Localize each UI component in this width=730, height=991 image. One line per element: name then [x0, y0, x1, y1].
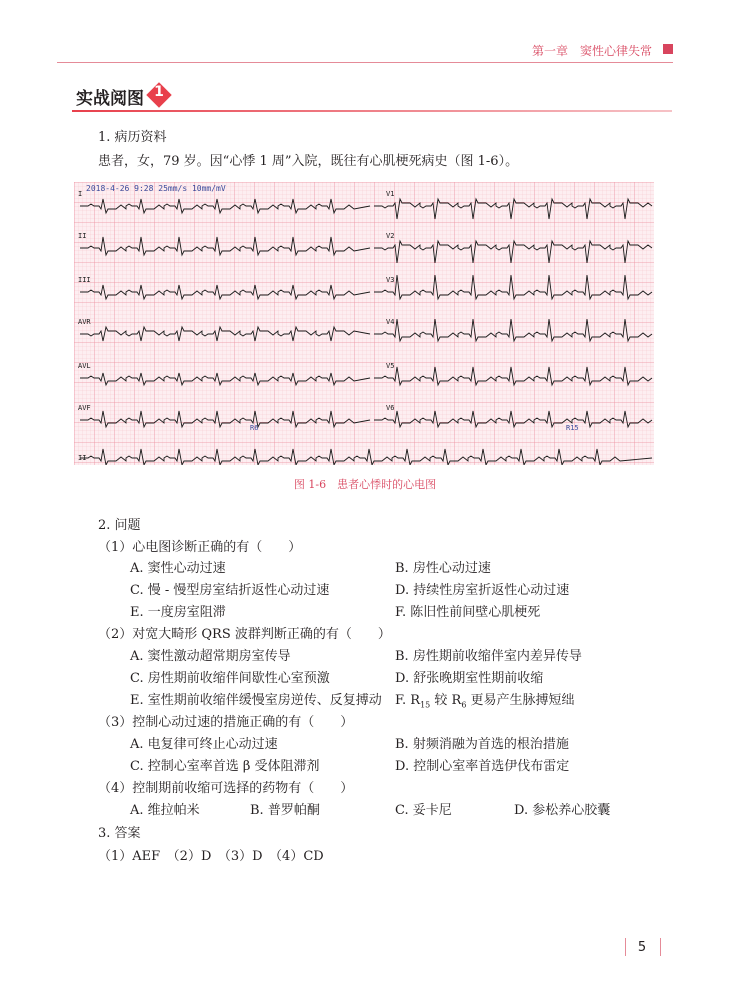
ecg-timestamp: 2018-4-26 9:28 25mm/s 10mm/mV	[86, 184, 226, 193]
ecg-figure	[74, 182, 654, 465]
header-square-icon	[663, 44, 673, 54]
q4-option-d: D. 参松养心胶囊	[514, 803, 611, 818]
q1-stem: （1）心电图诊断正确的有（ ）	[98, 540, 302, 555]
history-text: 患者，女，79 岁。因“心悸 1 周”入院，既往有心肌梗死病史（图 1-6）。	[98, 154, 519, 169]
header-divider	[57, 62, 673, 63]
q3-stem: （3）控制心动过速的措施正确的有（ ）	[98, 715, 354, 730]
lead-label: I	[78, 190, 83, 198]
q2-option-f: F. $R_{15}$ 较 $R_6$ 更易产生脉搏短绌	[395, 693, 575, 710]
q3-option-a: A. 电复律可终止心动过速	[130, 737, 278, 752]
beat-label: R15	[566, 424, 579, 432]
answers-text: （1）AEF （2）D （3）D （4）CD	[98, 849, 324, 864]
questions-heading: 2. 问题	[98, 518, 141, 533]
lead-label: AVR	[78, 318, 91, 326]
figure-caption: 图 1-6 患者心悸时的心电图	[293, 478, 437, 491]
section-number: 1	[154, 84, 164, 100]
q3-option-b: B. 射频消融为首选的根治措施	[395, 737, 569, 752]
q2-option-e: E. 室性期前收缩伴缓慢室房逆传、反复搏动	[130, 693, 382, 708]
lead-label: V5	[386, 362, 395, 370]
q2-option-a: A. 窦性激动超常期房室传导	[130, 649, 291, 664]
q1-option-d: D. 持续性房室折返性心动过速	[395, 583, 570, 598]
lead-label: AVF	[78, 404, 91, 412]
q1-option-b: B. 房性心动过速	[395, 561, 491, 576]
q1-option-a: A. 窦性心动过速	[130, 561, 226, 576]
page-number: 5	[637, 940, 647, 955]
ecg-grid	[74, 182, 654, 465]
lead-label: II	[78, 454, 87, 462]
q1-option-e: E. 一度房室阻滞	[130, 605, 226, 620]
lead-label: V6	[386, 404, 395, 412]
lead-label: V1	[386, 190, 395, 198]
lead-label: V4	[386, 318, 395, 326]
q4-option-c: C. 妥卡尼	[395, 803, 452, 818]
section-title: 实战阅图	[76, 89, 144, 109]
lead-label: V3	[386, 276, 395, 284]
lead-label: II	[78, 232, 87, 240]
lead-label: AVL	[78, 362, 91, 370]
q2-option-b: B. 房性期前收缩伴室内差异传导	[395, 649, 582, 664]
q1-option-f: F. 陈旧性前间壁心肌梗死	[395, 605, 541, 620]
q4-option-b: B. 普罗帕酮	[250, 803, 320, 818]
answers-heading: 3. 答案	[98, 826, 141, 841]
q4-option-a: A. 维拉帕米	[130, 803, 200, 818]
q1-option-c: C. 慢 - 慢型房室结折返性心动过速	[130, 583, 330, 598]
lead-label: V2	[386, 232, 395, 240]
history-heading: 1. 病历资料	[98, 130, 167, 145]
q3-option-d: D. 控制心室率首选伊伐布雷定	[395, 759, 570, 774]
header-title: 窦性心律失常	[579, 44, 652, 58]
q2-stem: （2）对宽大畸形 QRS 波群判断正确的有（ ）	[98, 627, 391, 642]
q2-option-d: D. 舒张晚期室性期前收缩	[395, 671, 544, 686]
q2-option-c: C. 房性期前收缩伴间歇性心室预激	[130, 671, 330, 686]
header-chapter: 第一章	[531, 44, 568, 58]
lead-label: III	[78, 276, 91, 284]
beat-label: R6	[250, 424, 259, 432]
section-divider	[72, 110, 672, 112]
running-header	[532, 42, 652, 59]
q4-stem: （4）控制期前收缩可选择的药物有（ ）	[98, 781, 354, 796]
q3-option-c: C. 控制心室率首选 β 受体阻滞剂	[130, 759, 320, 774]
